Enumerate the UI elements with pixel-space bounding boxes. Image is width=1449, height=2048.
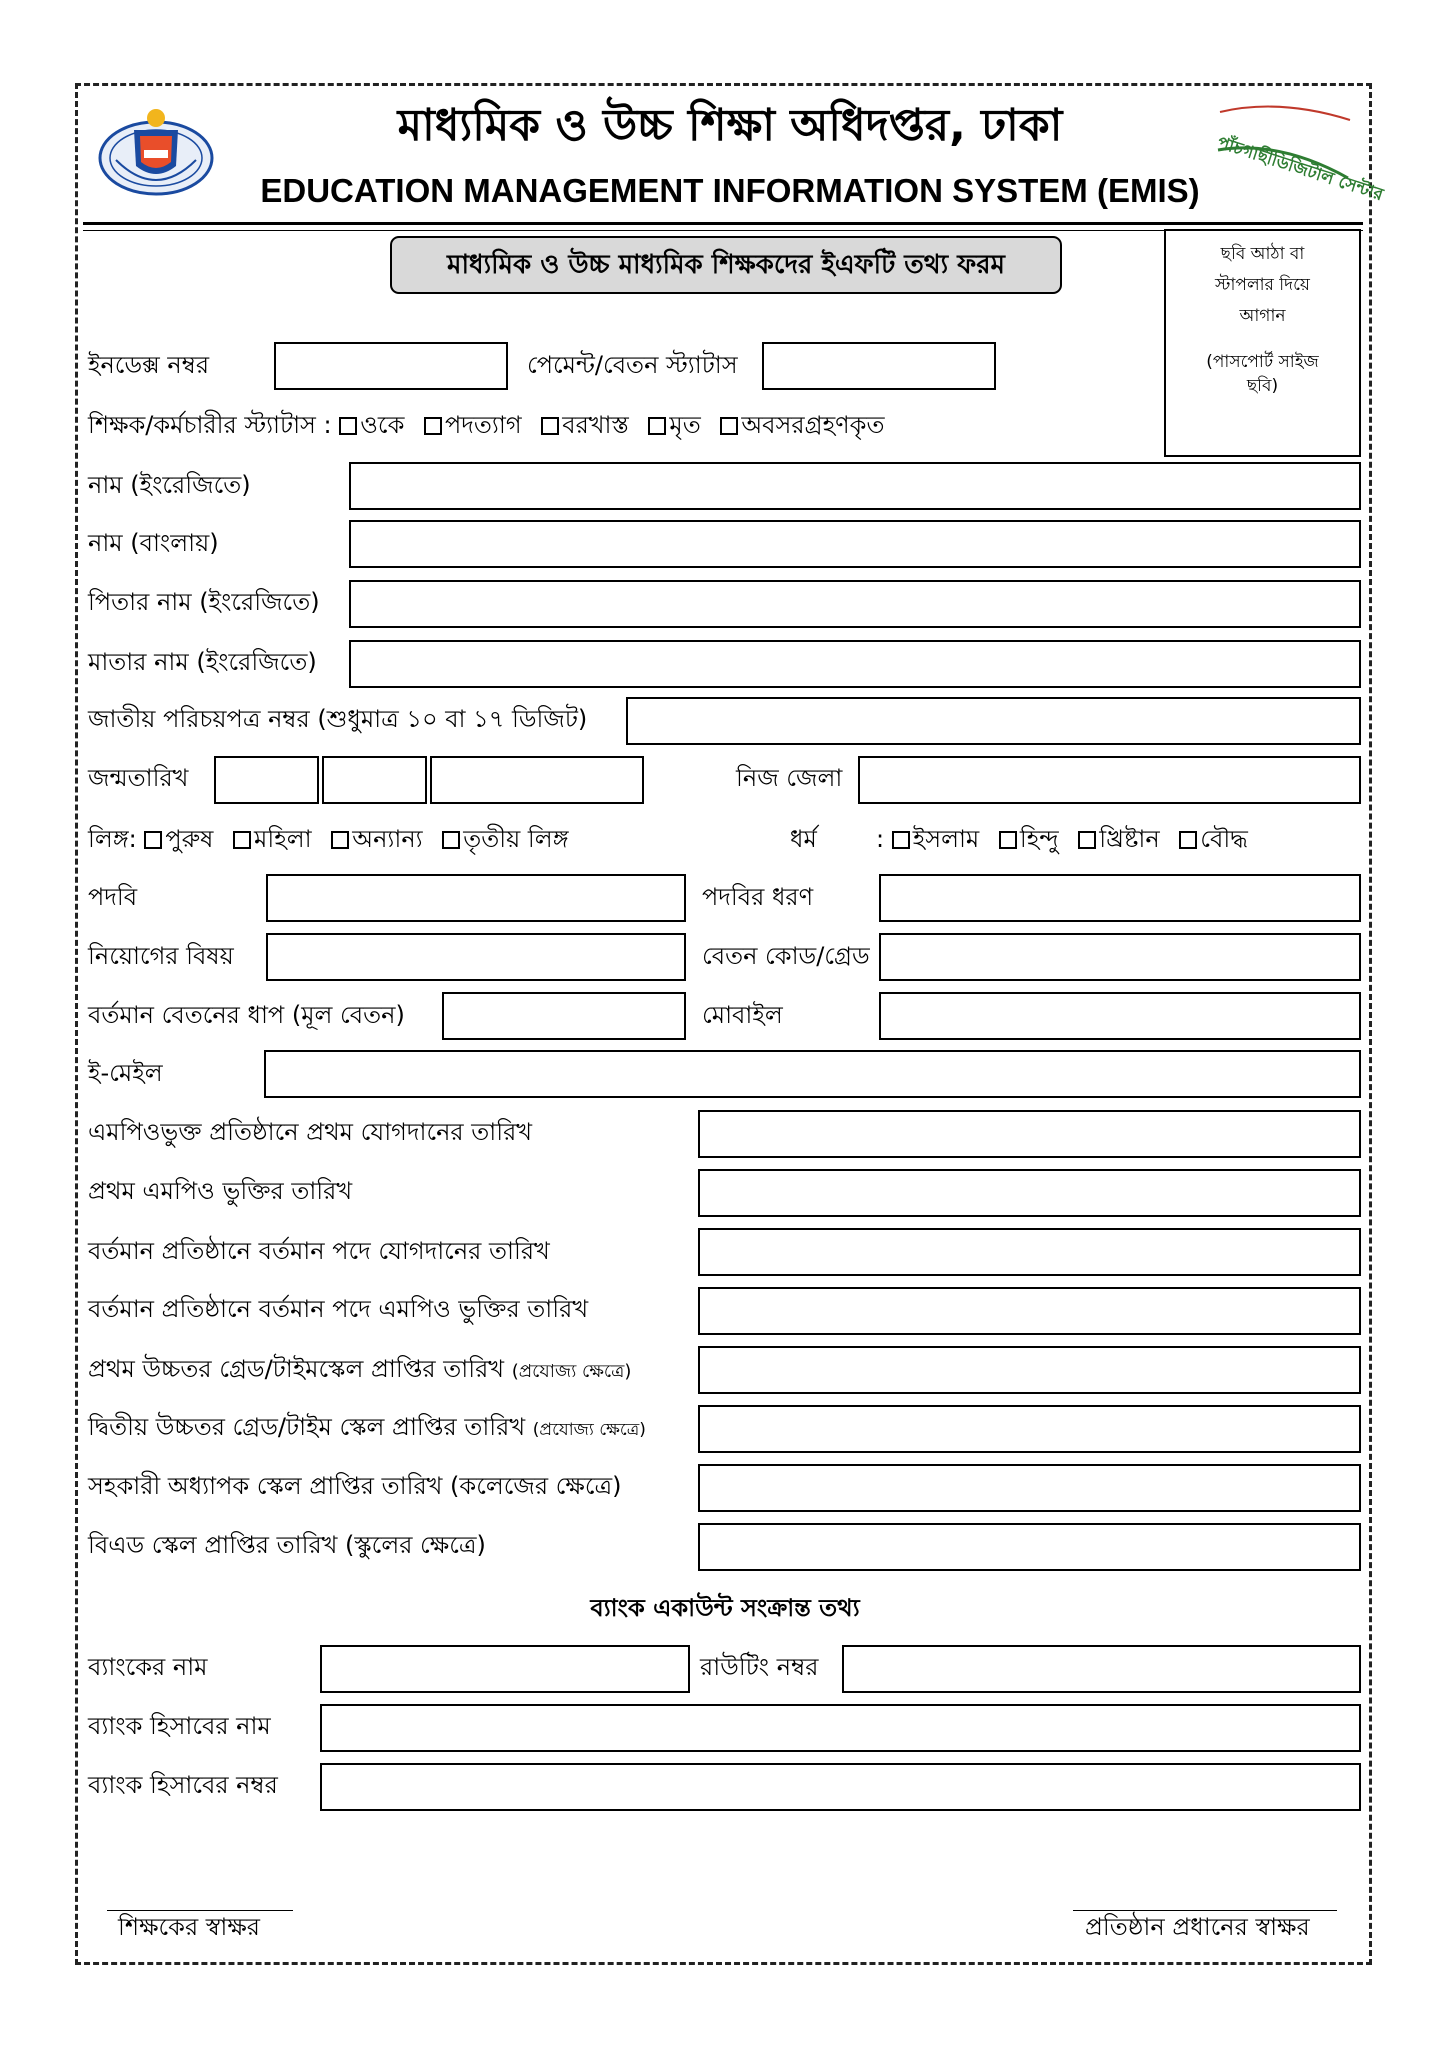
- appointment-subject-label: নিয়োগের বিষয়: [88, 942, 234, 970]
- current-pay-input[interactable]: [442, 992, 686, 1040]
- first-higher-grade-row: [88, 1354, 631, 1387]
- religion-label: ধর্ম: [790, 825, 817, 853]
- routing-no-label: রাউটিং নম্বর: [700, 1653, 819, 1681]
- religion-option-christian[interactable]: খ্রিষ্টান: [1078, 825, 1159, 853]
- bank-section-title: ব্যাংক একাউন্ট সংক্রান্ত তথ্য: [590, 1594, 860, 1622]
- religion-row: [876, 824, 1260, 854]
- first-mpo-date-label: প্রথম এমপিও ভুক্তির তারিখ: [88, 1177, 353, 1205]
- religion-christian-checkbox[interactable]: [1078, 831, 1096, 849]
- page-title-english: EDUCATION MANAGEMENT INFORMATION SYSTEM (EMIS): [260, 172, 1200, 209]
- current-mpo-date-label: বর্তমান প্রতিষ্ঠানে বর্তমান পদে এমপিও ভুক্তির তারিখ: [88, 1295, 589, 1323]
- photo-instruction-line4: (পাসপোর্ট সাইজ: [1206, 352, 1319, 372]
- account-no-label: ব্যাংক হিসাবের নম্বর: [88, 1771, 278, 1799]
- bank-name-label: ব্যাংকের নাম: [88, 1653, 208, 1681]
- status-option-deceased[interactable]: মৃত: [648, 411, 700, 439]
- assistant-prof-label: সহকারী অধ্যাপক স্কেল প্রাপ্তির তারিখ (কলেজের ক্ষেত্রে): [88, 1472, 622, 1500]
- first-join-date-label: এমপিওভুক্ত প্রতিষ্ঠানে প্রথম যোগদানের তারিখ: [88, 1118, 533, 1146]
- first-join-date-input[interactable]: [698, 1110, 1361, 1158]
- index-no-label: ইনডেক্স নম্বর: [88, 351, 210, 379]
- second-higher-grade-note: (প্রযোজ্য ক্ষেত্রে): [532, 1420, 646, 1440]
- father-name-label: পিতার নাম (ইংরেজিতে): [88, 588, 320, 616]
- gender-row: [88, 824, 581, 854]
- pay-code-label: বেতন কোড/গ্রেড: [702, 942, 870, 970]
- gender-other-checkbox[interactable]: [331, 831, 349, 849]
- status-option-dismissed[interactable]: বরখাস্ত: [541, 411, 629, 439]
- second-higher-grade-input[interactable]: [698, 1405, 1361, 1453]
- head-signature-label: প্রতিষ্ঠান প্রধানের স্বাক্ষর: [1085, 1913, 1310, 1941]
- status-dismissed-checkbox[interactable]: [541, 417, 559, 435]
- religion-option-buddhist[interactable]: বৌদ্ধ: [1179, 825, 1248, 853]
- first-higher-grade-note: (প্রযোজ্য ক্ষেত্রে): [511, 1361, 632, 1382]
- second-higher-grade-label: দ্বিতীয় উচ্চতর গ্রেড/টাইম স্কেল প্রাপ্তির তারিখ: [88, 1413, 526, 1441]
- email-label: ই-মেইল: [88, 1059, 163, 1087]
- account-name-input[interactable]: [320, 1704, 1361, 1752]
- mobile-input[interactable]: [879, 992, 1361, 1040]
- payment-status-input[interactable]: [762, 342, 996, 390]
- gender-label: লিঙ্গ:: [88, 825, 137, 853]
- designation-type-label: পদবির ধরণ: [702, 883, 814, 911]
- employee-status-row: [88, 410, 897, 440]
- dob-label: জন্মতারিখ: [88, 764, 189, 792]
- dob-month-input[interactable]: [322, 756, 427, 804]
- digital-center-logo: [1210, 100, 1386, 206]
- email-input[interactable]: [264, 1050, 1361, 1098]
- page-title-bangla: মাধ্যমিক ও উচ্চ শিক্ষা অধিদপ্তর, ঢাকা: [397, 100, 1063, 151]
- bank-name-input[interactable]: [320, 1645, 690, 1693]
- first-higher-grade-input[interactable]: [698, 1346, 1361, 1394]
- dob-year-input[interactable]: [430, 756, 644, 804]
- gender-option-male[interactable]: পুরুষ: [144, 825, 213, 853]
- designation-type-input[interactable]: [879, 874, 1361, 922]
- gender-male-checkbox[interactable]: [144, 831, 162, 849]
- current-join-date-input[interactable]: [698, 1228, 1361, 1276]
- appointment-subject-input[interactable]: [266, 933, 686, 981]
- mother-name-input[interactable]: [349, 640, 1361, 688]
- mother-name-label: মাতার নাম (ইংরেজিতে): [88, 648, 317, 676]
- status-option-ok[interactable]: ওকে: [339, 411, 404, 439]
- current-pay-label: বর্তমান বেতনের ধাপ (মূল বেতন): [88, 1001, 405, 1029]
- name-en-input[interactable]: [349, 462, 1361, 510]
- account-name-label: ব্যাংক হিসাবের নাম: [88, 1712, 271, 1740]
- designation-input[interactable]: [266, 874, 686, 922]
- name-bn-label: নাম (বাংলায়): [88, 529, 219, 557]
- teacher-signature-line[interactable]: [107, 1910, 293, 1911]
- nid-input[interactable]: [626, 697, 1361, 745]
- gender-option-third[interactable]: তৃতীয় লিঙ্গ: [442, 825, 568, 853]
- employee-status-label: শিক্ষক/কর্মচারীর স্ট্যাটাস :: [88, 411, 332, 439]
- status-deceased-checkbox[interactable]: [648, 417, 666, 435]
- religion-option-hindu[interactable]: হিন্দু: [999, 825, 1059, 853]
- nid-label: জাতীয় পরিচয়পত্র নম্বর (শুধুমাত্র ১০ বা ১৭ ডিজিট): [88, 705, 588, 733]
- bed-scale-input[interactable]: [698, 1523, 1361, 1571]
- routing-no-input[interactable]: [842, 1645, 1361, 1693]
- index-no-input[interactable]: [274, 342, 508, 390]
- gender-female-checkbox[interactable]: [233, 831, 251, 849]
- photo-instruction-line3: আগান: [1239, 306, 1286, 326]
- form-title: মাধ্যমিক ও উচ্চ মাধ্যমিক শিক্ষকদের ইএফটি তথ্য ফরম: [390, 236, 1062, 294]
- religion-hindu-checkbox[interactable]: [999, 831, 1017, 849]
- first-higher-grade-label: প্রথম উচ্চতর গ্রেড/টাইমস্কেল প্রাপ্তির তারিখ: [88, 1355, 505, 1383]
- name-bn-input[interactable]: [349, 520, 1361, 568]
- status-option-retired[interactable]: অবসরগ্রহণকৃত: [720, 411, 884, 439]
- father-name-input[interactable]: [349, 580, 1361, 628]
- first-mpo-date-input[interactable]: [698, 1169, 1361, 1217]
- religion-colon: :: [876, 825, 885, 853]
- photo-box: [1164, 229, 1361, 457]
- gender-option-other[interactable]: অন্যান্য: [331, 825, 422, 853]
- status-option-resigned[interactable]: পদত্যাগ: [424, 411, 522, 439]
- gender-option-female[interactable]: মহিলা: [233, 825, 312, 853]
- religion-buddhist-checkbox[interactable]: [1179, 831, 1197, 849]
- name-en-label: নাম (ইংরেজিতে): [88, 471, 251, 499]
- status-resigned-checkbox[interactable]: [424, 417, 442, 435]
- religion-option-islam[interactable]: ইসলাম: [892, 825, 980, 853]
- current-join-date-label: বর্তমান প্রতিষ্ঠানে বর্তমান পদে যোগদানের তারিখ: [88, 1237, 550, 1265]
- religion-islam-checkbox[interactable]: [892, 831, 910, 849]
- pay-code-input[interactable]: [879, 933, 1361, 981]
- teacher-signature-label: শিক্ষকের স্বাক্ষর: [118, 1913, 260, 1941]
- current-mpo-date-input[interactable]: [698, 1287, 1361, 1335]
- status-retired-checkbox[interactable]: [720, 417, 738, 435]
- home-district-input[interactable]: [858, 756, 1361, 804]
- photo-instruction-line5: ছবি): [1246, 376, 1279, 396]
- mobile-label: মোবাইল: [702, 1001, 783, 1029]
- payment-status-label: পেমেন্ট/বেতন স্ট্যাটাস: [527, 351, 738, 379]
- dshe-logo-icon: [96, 100, 216, 196]
- status-ok-checkbox[interactable]: [339, 417, 357, 435]
- account-no-input[interactable]: [320, 1763, 1361, 1811]
- dob-day-input[interactable]: [214, 756, 319, 804]
- gender-third-checkbox[interactable]: [442, 831, 460, 849]
- assistant-prof-input[interactable]: [698, 1464, 1361, 1512]
- designation-label: পদবি: [88, 883, 138, 911]
- home-district-label: নিজ জেলা: [736, 764, 843, 792]
- photo-instruction-line2: স্টাপলার দিয়ে: [1215, 275, 1310, 295]
- bed-scale-label: বিএড স্কেল প্রাপ্তির তারিখ (স্কুলের ক্ষেত্রে): [88, 1531, 486, 1559]
- header-divider: [83, 222, 1363, 225]
- digital-center-logo-text: পাঁচগাছীডিজিটাল সেন্টার: [1214, 132, 1386, 206]
- head-signature-line[interactable]: [1073, 1910, 1337, 1911]
- second-higher-grade-row: [88, 1412, 646, 1445]
- photo-instruction-line1: ছবি আঠা বা: [1220, 244, 1305, 264]
